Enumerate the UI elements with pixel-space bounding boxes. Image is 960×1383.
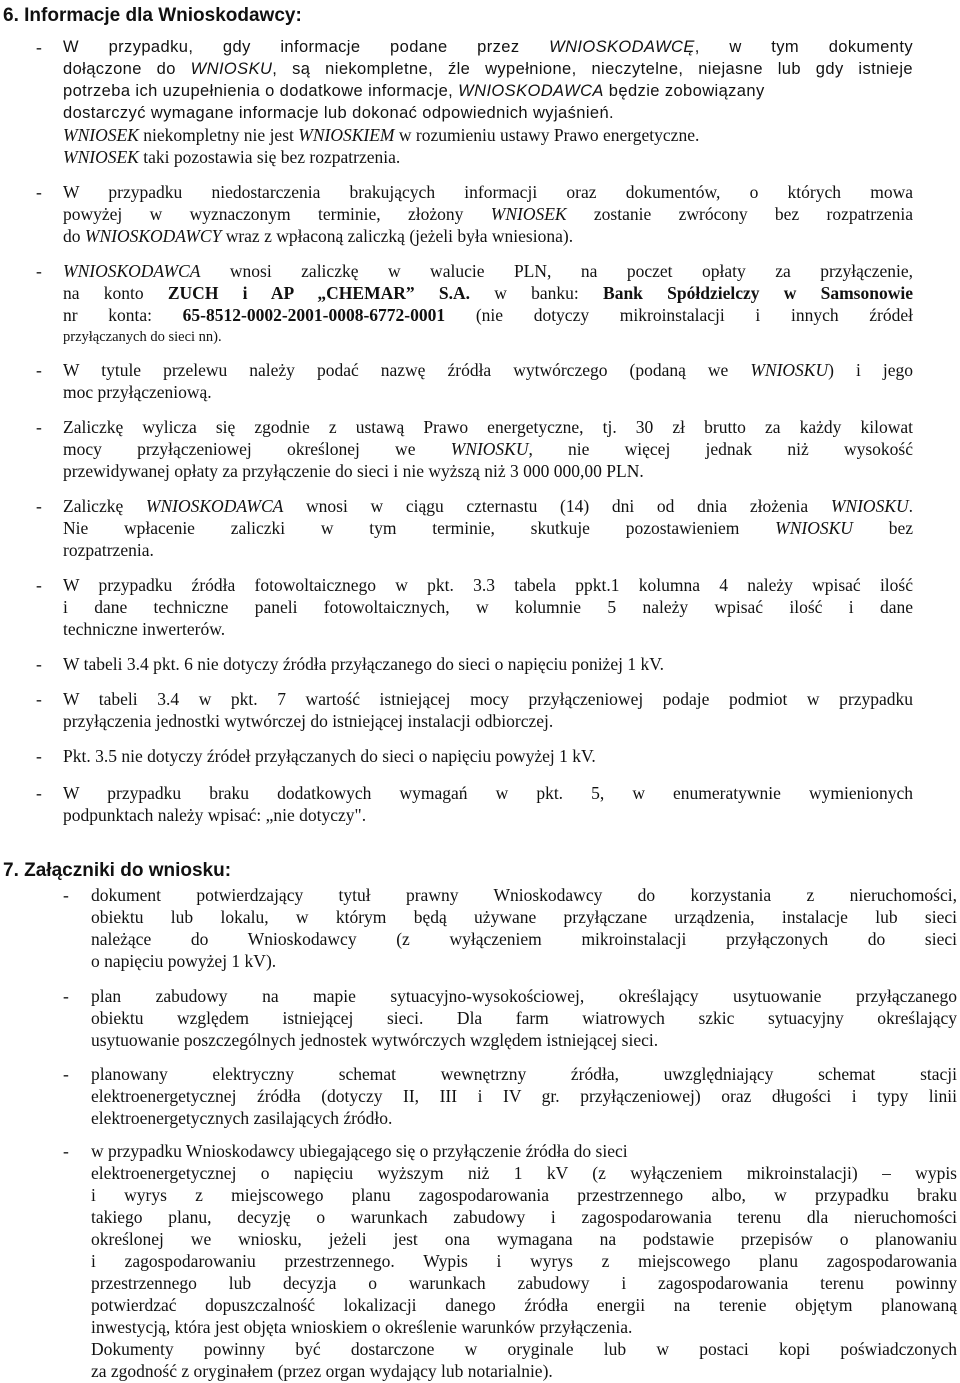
bullet-dash: - xyxy=(36,575,42,595)
text-line: potwierdzać dopuszczalność lokalizacji danego źródła energii na terenie objętym planowaną xyxy=(91,1295,957,1315)
bullet-dash: - xyxy=(36,496,42,516)
bullet-dash: - xyxy=(63,1141,69,1161)
text-line: rozpatrzenia. xyxy=(63,540,154,560)
text-line: podpunktach należy wpisać: „nie dotyczy". xyxy=(63,805,367,825)
text-line: elektroenergetycznej źródła (dotyczy II, III i IV gr. przyłączeniowej) oraz długości i typy linii xyxy=(91,1086,957,1106)
text-line: nr konta: 65-8512-0002-2001-0008-6772-0001 (nie dotyczy mikroinstalacji i innych źródeł xyxy=(63,305,913,325)
text-line: planowany elektryczny schemat wewnętrzny źródła, uwzględniający schemat stacji xyxy=(91,1064,957,1084)
text-line: takiego planu, decyzję o warunkach zabudowy i zagospodarowania terenu dla nieruchomości xyxy=(91,1207,957,1227)
text-line: w przypadku Wnioskodawcy ubiegającego się o przyłączenie źródła do sieci xyxy=(91,1141,628,1161)
text-line: obiektu względem istniejącej sieci. Dla farm wiatrowych szkic sytuacyjny określający xyxy=(91,1008,957,1028)
text-line: potrzeba ich uzupełnienia o dodatkowe informacje, WNIOSKODAWCA będzie zobowiązany xyxy=(63,82,765,100)
text-line: i dane techniczne paneli fotowoltaicznych, w kolumnie 5 należy wpisać ilość i dane xyxy=(63,597,913,617)
text-line: przyłączanych do sieci nn). xyxy=(63,329,222,345)
text-line: na konto ZUCH i AP „CHEMAR” S.A. w banku: Bank Spółdzielczy w Samsonowie xyxy=(63,283,913,303)
bullet-dash: - xyxy=(36,261,42,281)
text-line: za zgodność z oryginałem (przez organ wydający lub notarialnie). xyxy=(91,1361,553,1381)
text-line: i wyrys z miejscowego planu zagospodarowania przestrzennego albo, w przypadku braku xyxy=(91,1185,957,1205)
text-line: W przypadku braku dodatkowych wymagań w pkt. 5, w enumeratywnie wymienionych xyxy=(63,783,913,803)
section-7-heading: 7. Załączniki do wniosku: xyxy=(3,860,232,881)
section-6-heading: 6. Informacje dla Wnioskodawcy: xyxy=(3,5,302,26)
bullet-dash: - xyxy=(36,360,42,380)
text-line: elektroenergetycznej o napięciu wyższym niż 1 kV (z wyłączeniem mikroinstalacji) – wypis xyxy=(91,1163,957,1183)
text-line: WNIOSKODAWCA wnosi zaliczkę w walucie PLN, na poczet opłaty za przyłączenie, xyxy=(63,261,913,281)
bullet-dash: - xyxy=(63,885,69,905)
text-line: WNIOSEK taki pozostawia się bez rozpatrzenia. xyxy=(63,147,401,167)
text-line: W tabeli 3.4 w pkt. 7 wartość istniejącej mocy przyłączeniowej podaje podmiot w przypadku xyxy=(63,689,913,709)
text-line: należące do Wnioskodawcy (z wyłączeniem mikroinstalacji przyłączonych do sieci xyxy=(91,929,957,949)
text-line: Zaliczkę wylicza się zgodnie z ustawą Prawo energetyczne, tj. 30 zł brutto za każdy kilowat xyxy=(63,417,913,437)
text-line: elektroenergetycznych zasilających źródło. xyxy=(91,1108,393,1128)
text-line: W tytule przelewu należy podać nazwę źródła wytwórczego (podaną we WNIOSKU) i jego xyxy=(63,360,913,380)
text-line: Zaliczkę WNIOSKODAWCA wnosi w ciągu czternastu (14) dni od dnia złożenia WNIOSKU. xyxy=(63,496,914,516)
bullet-dash: - xyxy=(36,746,42,766)
text-line: Dokumenty powinny być dostarczone w oryginale lub w postaci kopi poświadczonych xyxy=(91,1339,957,1359)
bullet-dash: - xyxy=(63,1064,69,1084)
text-line: powyżej w wyznaczonym terminie, złożony WNIOSEK zostanie zwrócony bez rozpatrzenia xyxy=(63,204,913,224)
bullet-dash: - xyxy=(36,783,42,803)
text-line: mocy przyłączeniowej określonej we WNIOSKU, nie więcej jednak niż wysokość xyxy=(63,439,913,459)
text-line: inwestycją, która jest objęta wnioskiem o określenie warunków przyłączenia. xyxy=(91,1317,633,1337)
text-line: W przypadku źródła fotowoltaicznego w pkt. 3.3 tabela ppkt.1 kolumna 4 należy wpisać ilość xyxy=(63,575,913,595)
text-line: i zagospodarowaniu przestrzennego. Wypis i wyrys z miejscowego planu zagospodarowania xyxy=(91,1251,957,1271)
bullet-dash: - xyxy=(36,417,42,437)
bullet-dash: - xyxy=(63,986,69,1006)
text-line: WNIOSEK niekompletny nie jest WNIOSKIEM w rozumieniu ustawy Prawo energetyczne. xyxy=(63,125,700,145)
bullet-dash: - xyxy=(36,182,42,202)
text-line: przestrzennego lub decyzja o warunkach zabudowy i zagospodarowania terenu powinny xyxy=(91,1273,957,1293)
text-line: plan zabudowy na mapie sytuacyjno-wysokościowej, określający usytuowanie przyłączanego xyxy=(91,986,957,1006)
text-line: przyłączenia jednostki wytwórczej do istniejącej instalacji odbiorczej. xyxy=(63,711,554,731)
text-line: dołączone do WNIOSKU, są niekompletne, źle wypełnione, nieczytelne, niejasne lub gdy istnieje xyxy=(63,60,913,78)
text-line: dokument potwierdzający tytuł prawny Wnioskodawcy do korzystania z nieruchomości, xyxy=(91,885,957,905)
bullet-dash: - xyxy=(36,654,42,674)
text-line: Pkt. 3.5 nie dotyczy źródeł przyłączanych do sieci o napięciu powyżej 1 kV. xyxy=(63,746,596,766)
text-line: do WNIOSKODAWCY wraz z wpłaconą zaliczką (jeżeli była wniesiona). xyxy=(63,226,574,246)
bullet-dash: - xyxy=(36,37,42,57)
text-line: dostarczyć wymagane informacje lub dokonać odpowiednich wyjaśnień. xyxy=(63,104,615,122)
text-line: przewidywanej opłaty za przyłączenie do sieci i nie wyższą niż 3 000 000,00 PLN. xyxy=(63,461,644,481)
text-line: o napięciu powyżej 1 kV). xyxy=(91,951,277,971)
text-line: Nie wpłacenie zaliczki w tym terminie, skutkuje pozostawieniem WNIOSKU bez xyxy=(63,518,913,538)
text-line: techniczne inwerterów. xyxy=(63,619,226,639)
text-line: W przypadku niedostarczenia brakujących informacji oraz dokumentów, o których mowa xyxy=(63,182,913,202)
bullet-dash: - xyxy=(36,689,42,709)
text-line: W przypadku, gdy informacje podane przez WNIOSKODAWCĘ, w tym dokumenty xyxy=(63,38,913,56)
text-line: określonej we wniosku, jeżeli jest ona wymagana na podstawie przepisów o planowaniu xyxy=(91,1229,957,1249)
text-line: moc przyłączeniową. xyxy=(63,382,212,402)
text-line: usytuowanie poszczególnych jednostek wytwórczych względem istniejącej sieci. xyxy=(91,1030,659,1050)
text-line: obiektu lub lokalu, w którym będą używane przyłączane urządzenia, instalacje lub sieci xyxy=(91,907,957,927)
text-line: W tabeli 3.4 pkt. 6 nie dotyczy źródła przyłączanego do sieci o napięciu poniżej 1 kV. xyxy=(63,654,664,674)
